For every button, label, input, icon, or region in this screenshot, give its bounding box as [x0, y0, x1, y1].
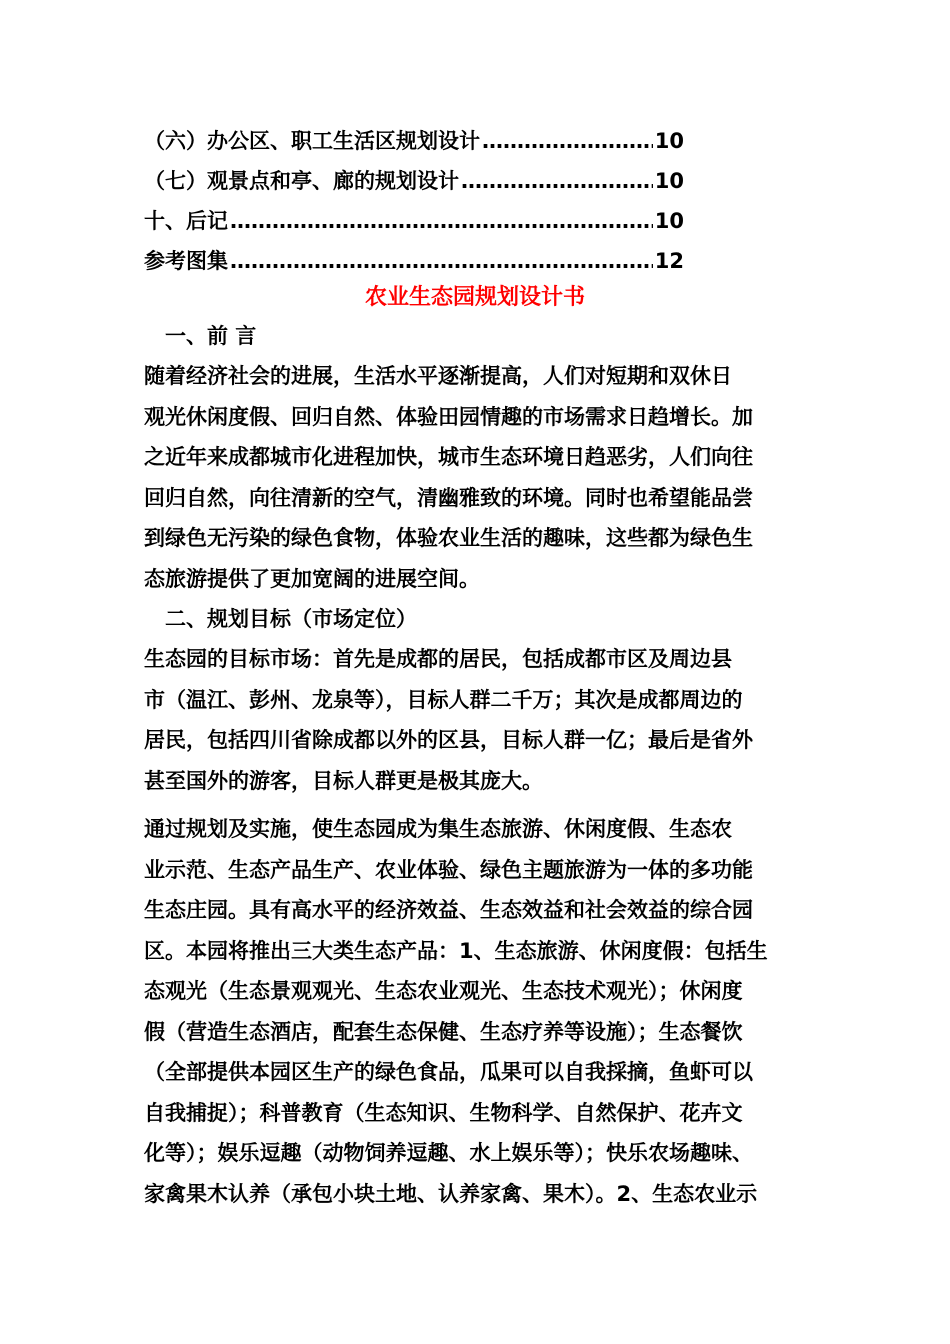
paragraph-line: 市（温江、彭州、龙泉等），目标人群二千万；其次是成都周边的 [144, 687, 743, 712]
paragraph-line: 之近年来成都城市化进程加快，城市生态环境日趋恶劣，人们向往 [144, 445, 753, 469]
paragraph-line: 生态庄园。具有高水平的经济效益、生态效益和社会效益的综合园 [144, 898, 753, 922]
paragraph-line: 化等）；娱乐逗趣（动物饲养逗趣、水上娱乐等）；快乐农场趣味、 [144, 1141, 753, 1165]
paragraph-line: 到绿色无污染的绿色食物，体验农业生活的趣味，这些都为绿色生 [144, 526, 753, 550]
paragraph-line: 区。本园将推出三大类生态产品：1、生态旅游、休闲度假：包括生 [144, 938, 768, 963]
paragraph-line: 回归自然，向往清新的空气，清幽雅致的环境。同时也希望能品尝 [144, 485, 753, 510]
toc-leader-dots [482, 121, 653, 161]
preface-paragraph [144, 356, 820, 599]
toc-entry-page: 10 [654, 209, 684, 233]
document-body [144, 316, 820, 1214]
toc-leader-dots [461, 161, 653, 201]
paragraph-line: 业示范、生态产品生产、农业体验、绿色主题旅游为一体的多功能 [144, 857, 753, 882]
target-market-paragraph [144, 639, 820, 801]
planning-paragraph [144, 809, 820, 1214]
section-heading-goals: 二、规划目标（市场定位） [165, 607, 417, 631]
paragraph-line: 自我捕捉）；科普教育（生态知识、生物科学、自然保护、花卉文 [144, 1100, 743, 1125]
toc-entry-title: （七）观景点和亭、廊的规划设计 [144, 169, 459, 193]
paragraph-line: 生态园的目标市场：首先是成都的居民，包括成都市区及周边县 [144, 647, 732, 671]
toc-leader-dots [230, 201, 653, 241]
section-heading-preface: 一、前 言 [165, 324, 257, 348]
paragraph-line: 居民，包括四川省除成都以外的区县，目标人群一亿；最后是省外 [144, 728, 753, 752]
paragraph-line: 观光休闲度假、回归自然、体验田园情趣的市场需求日趋增长。加 [144, 404, 753, 429]
paragraph-line: 态旅游提供了更加宽阔的进展空间。 [144, 566, 480, 591]
toc-entry[interactable] [144, 121, 684, 161]
table-of-contents [144, 121, 684, 281]
paragraph-line: 家禽果木认养（承包小块土地、认养家禽、果木）。2、生态农业示 [144, 1181, 758, 1206]
toc-entry-page: 10 [654, 169, 684, 193]
paragraph-line: 假（营造生态酒店，配套生态保健、生态疗养等设施）；生态餐饮 [144, 1019, 743, 1044]
document-title: 农业生态园规划设计书 [364, 285, 585, 310]
paragraph-line: 随着经济社会的进展，生活水平逐渐提高，人们对短期和双休日 [144, 364, 732, 388]
paragraph-spacer [144, 801, 820, 809]
toc-entry-page: 12 [654, 249, 684, 273]
toc-entry[interactable] [144, 161, 684, 201]
paragraph-line: 通过规划及实施，使生态园成为集生态旅游、休闲度假、生态农 [144, 817, 732, 841]
toc-entry-title: 十、后记 [144, 209, 228, 233]
toc-entry-title: （六）办公区、职工生活区规划设计 [144, 129, 480, 153]
paragraph-line: 态观光（生态景观观光、生态农业观光、生态技术观光）；休闲度 [144, 979, 743, 1003]
toc-entry-title: 参考图集 [144, 249, 228, 273]
paragraph-line: （全部提供本园区生产的绿色食品，瓜果可以自我採摘，鱼虾可以 [144, 1060, 753, 1084]
toc-entry[interactable] [144, 201, 684, 241]
paragraph-line: 甚至国外的游客，目标人群更是极其庞大。 [144, 768, 543, 793]
toc-entry[interactable] [144, 241, 684, 281]
toc-entry-page: 10 [654, 129, 684, 153]
toc-leader-dots [230, 241, 653, 281]
